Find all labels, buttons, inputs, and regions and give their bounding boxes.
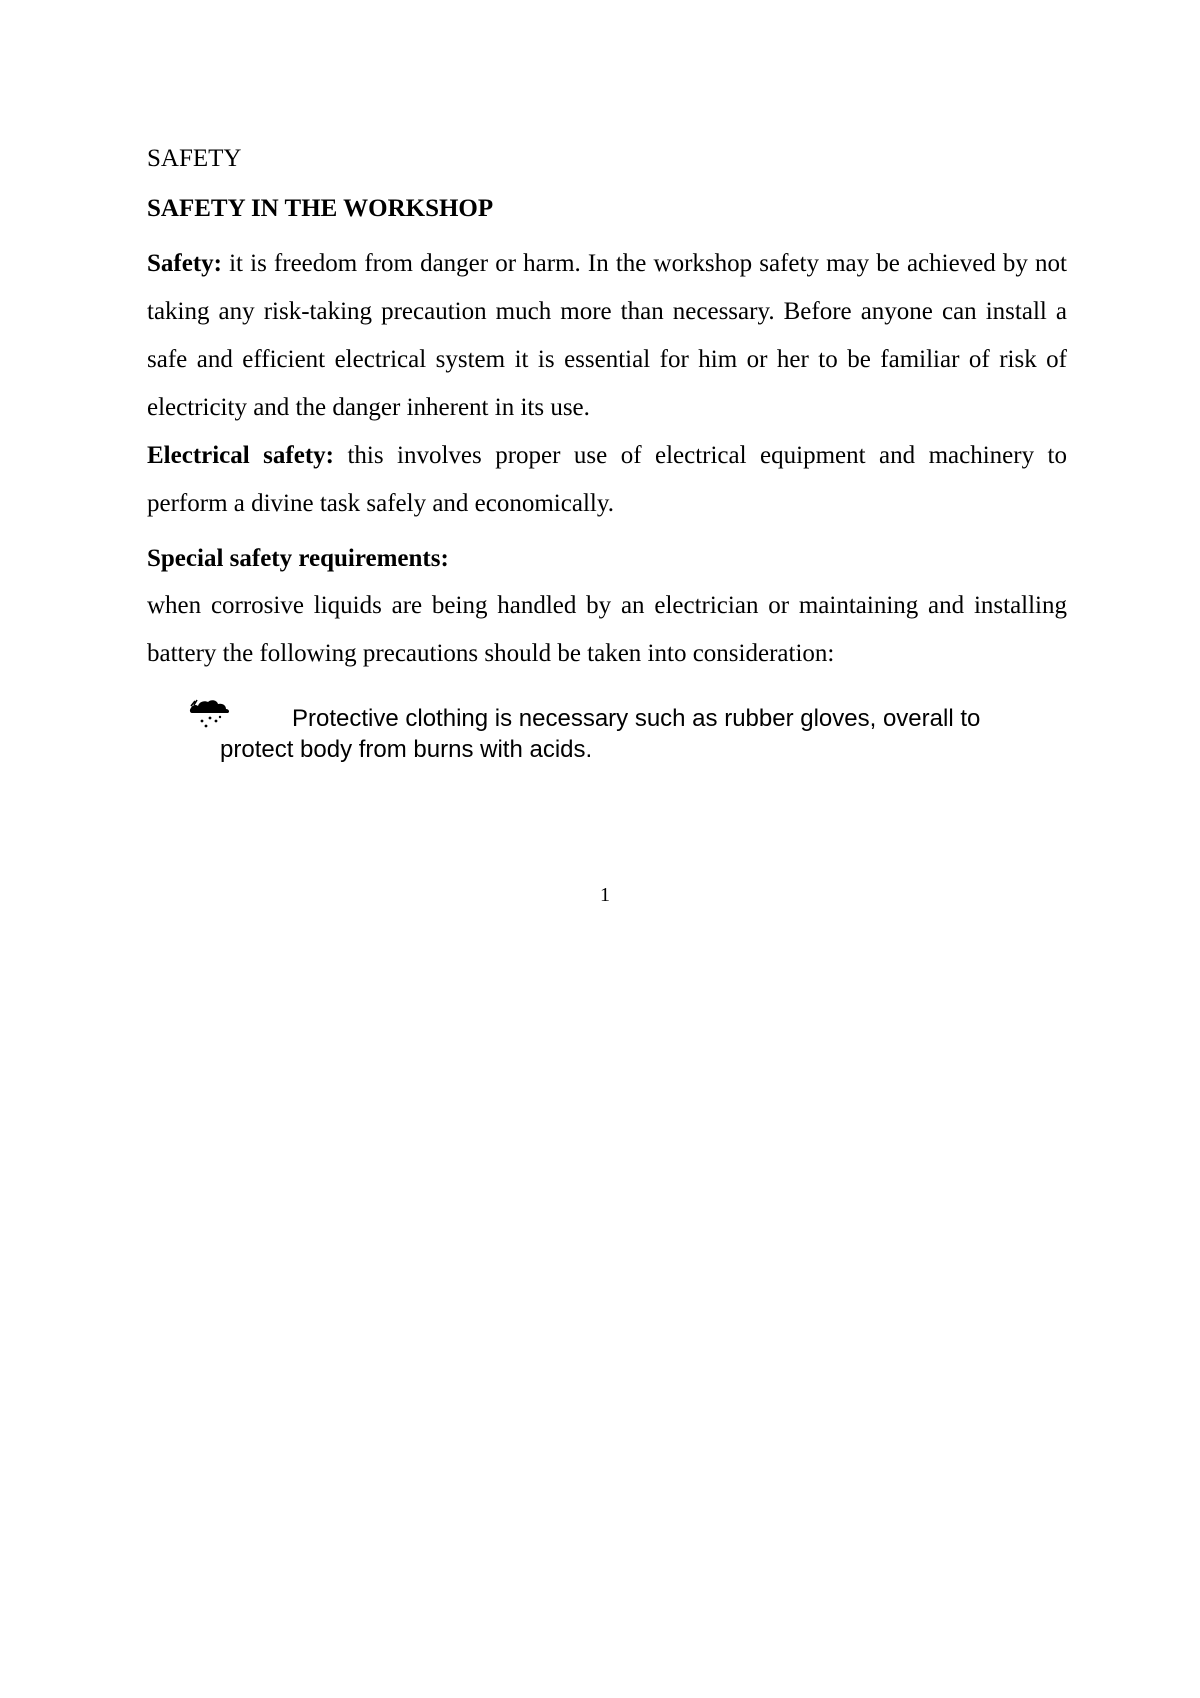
electrical-safety-term: Electrical safety:: [147, 442, 334, 469]
section-heading: SAFETY IN THE WORKSHOP: [147, 195, 494, 222]
special-requirements-intro: when corrosive liquids are being handled by an electrician or maintaining and installing battery the following precautions should be taken into consideration:: [147, 592, 1067, 667]
bullet-text-line-1: Protective clothing is necessary such as rubber gloves, overall to: [292, 705, 981, 732]
electrical-safety-text: this involves proper use of electrical equipment and machinery to perform a divine task safely and economically.: [147, 442, 1067, 517]
special-requirements-heading: Special safety requirements:: [147, 545, 449, 572]
safety-definition-text: it is freedom from danger or harm. In the workshop safety may be achieved by not taking any risk-taking precaution much more than necessary. Before anyone can install a safe and efficient electrical system it is essential for him or her to be familiar of risk of electricity and the danger inherent in its use.: [147, 250, 1067, 421]
bullet-text-line-2: protect body from burns with acids.: [220, 736, 593, 763]
page-number: 1: [600, 884, 610, 906]
rain-cloud-icon: [188, 697, 232, 731]
document-body: [147, 144, 1067, 678]
electrical-safety-paragraph: [147, 432, 1067, 528]
safety-definition-paragraph: [147, 240, 1067, 432]
bullet-item: [188, 703, 1068, 765]
document-title: SAFETY: [147, 145, 242, 172]
safety-term: Safety:: [147, 250, 222, 277]
